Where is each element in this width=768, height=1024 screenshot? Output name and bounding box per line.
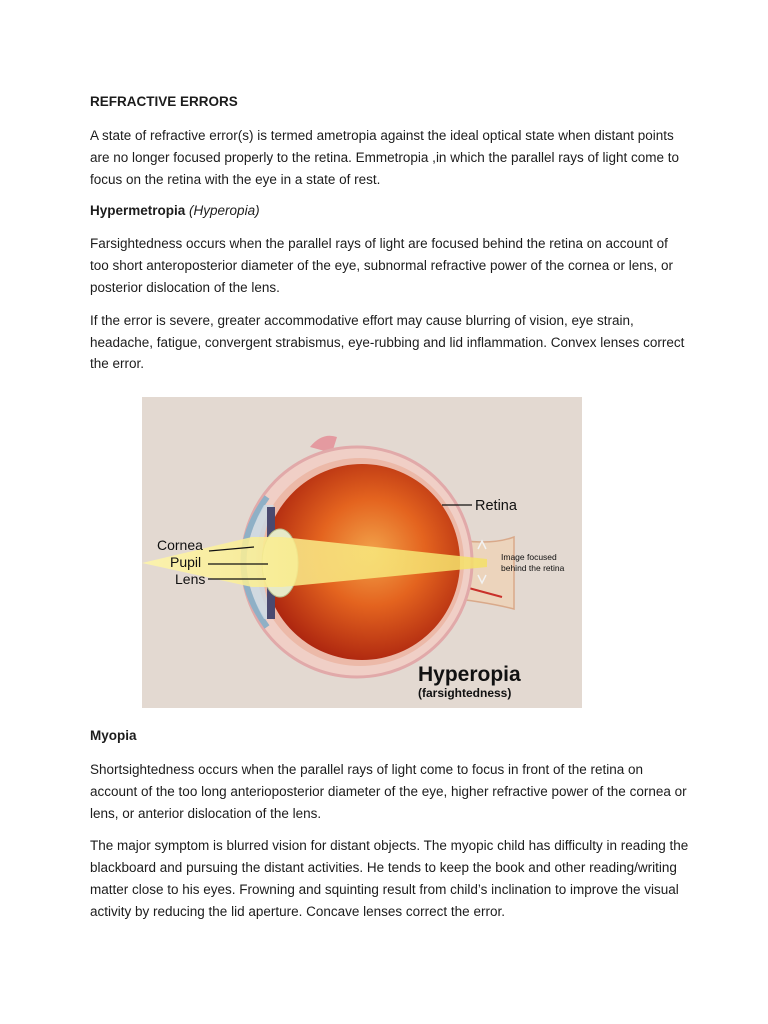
eye-diagram-svg xyxy=(142,397,582,708)
document-title: REFRACTIVE ERRORS xyxy=(90,94,238,109)
figure-subtitle: (farsightedness) xyxy=(418,686,512,700)
hypermetropia-title: Hypermetropia xyxy=(90,203,186,219)
myopia-paragraph-1: Shortsightedness occurs when the parallel rays of light come to focus in front of the retina on account of the too long anterioposterior diameter of the eye, higher refractive power of the cornea or lens, or anterior dislocation of the lens. xyxy=(90,762,687,821)
document-body xyxy=(90,92,690,386)
focus-label-line-1: Image focused xyxy=(501,552,557,562)
hyperopia-eye-illustration xyxy=(142,397,582,708)
focus-label-line-2: behind the retina xyxy=(501,563,565,573)
myopia-paragraph-2: The major symptom is blurred vision for distant objects. The myopic child has difficulty in reading the blackboard and pursuing the distant activities. He tends to keep the book and other reading/writing matter close to his eyes. Frowning and squinting result from child’s inclination to improve the visual activity by reducing the lid aperture. Concave lenses correct the error. xyxy=(90,838,689,919)
hyperopia-alt-title: (Hyperopia) xyxy=(189,203,260,219)
lens-label: Lens xyxy=(175,571,206,587)
hypermetropia-paragraph-1: Farsightedness occurs when the parallel rays of light are focused behind the retina on account of too short anteroposterior diameter of the eye, subnormal refractive power of the cornea or lens, or posterior dislocation of the lens. xyxy=(90,236,674,295)
myopia-heading: Myopia xyxy=(90,728,137,743)
figure-title: Hyperopia xyxy=(418,663,521,686)
cornea-label: Cornea xyxy=(157,537,203,553)
retina-label: Retina xyxy=(475,498,517,514)
hypermetropia-heading xyxy=(90,201,690,221)
myopia-section xyxy=(90,726,690,934)
intro-paragraph: A state of refractive error(s) is termed ametropia against the ideal optical state when distant points are no longer focused properly to the retina. Emmetropia ,in which the parallel rays of light come to focus on the retina with the eye in a state of rest. xyxy=(90,128,680,187)
pupil-label: Pupil xyxy=(170,554,202,570)
hypermetropia-paragraph-2: If the error is severe, greater accommodative effort may cause blurring of vision, eye strain, headache, fatigue, convergent strabismus, eye-rubbing and lid inflammation. Convex lenses correct the error. xyxy=(90,312,685,372)
